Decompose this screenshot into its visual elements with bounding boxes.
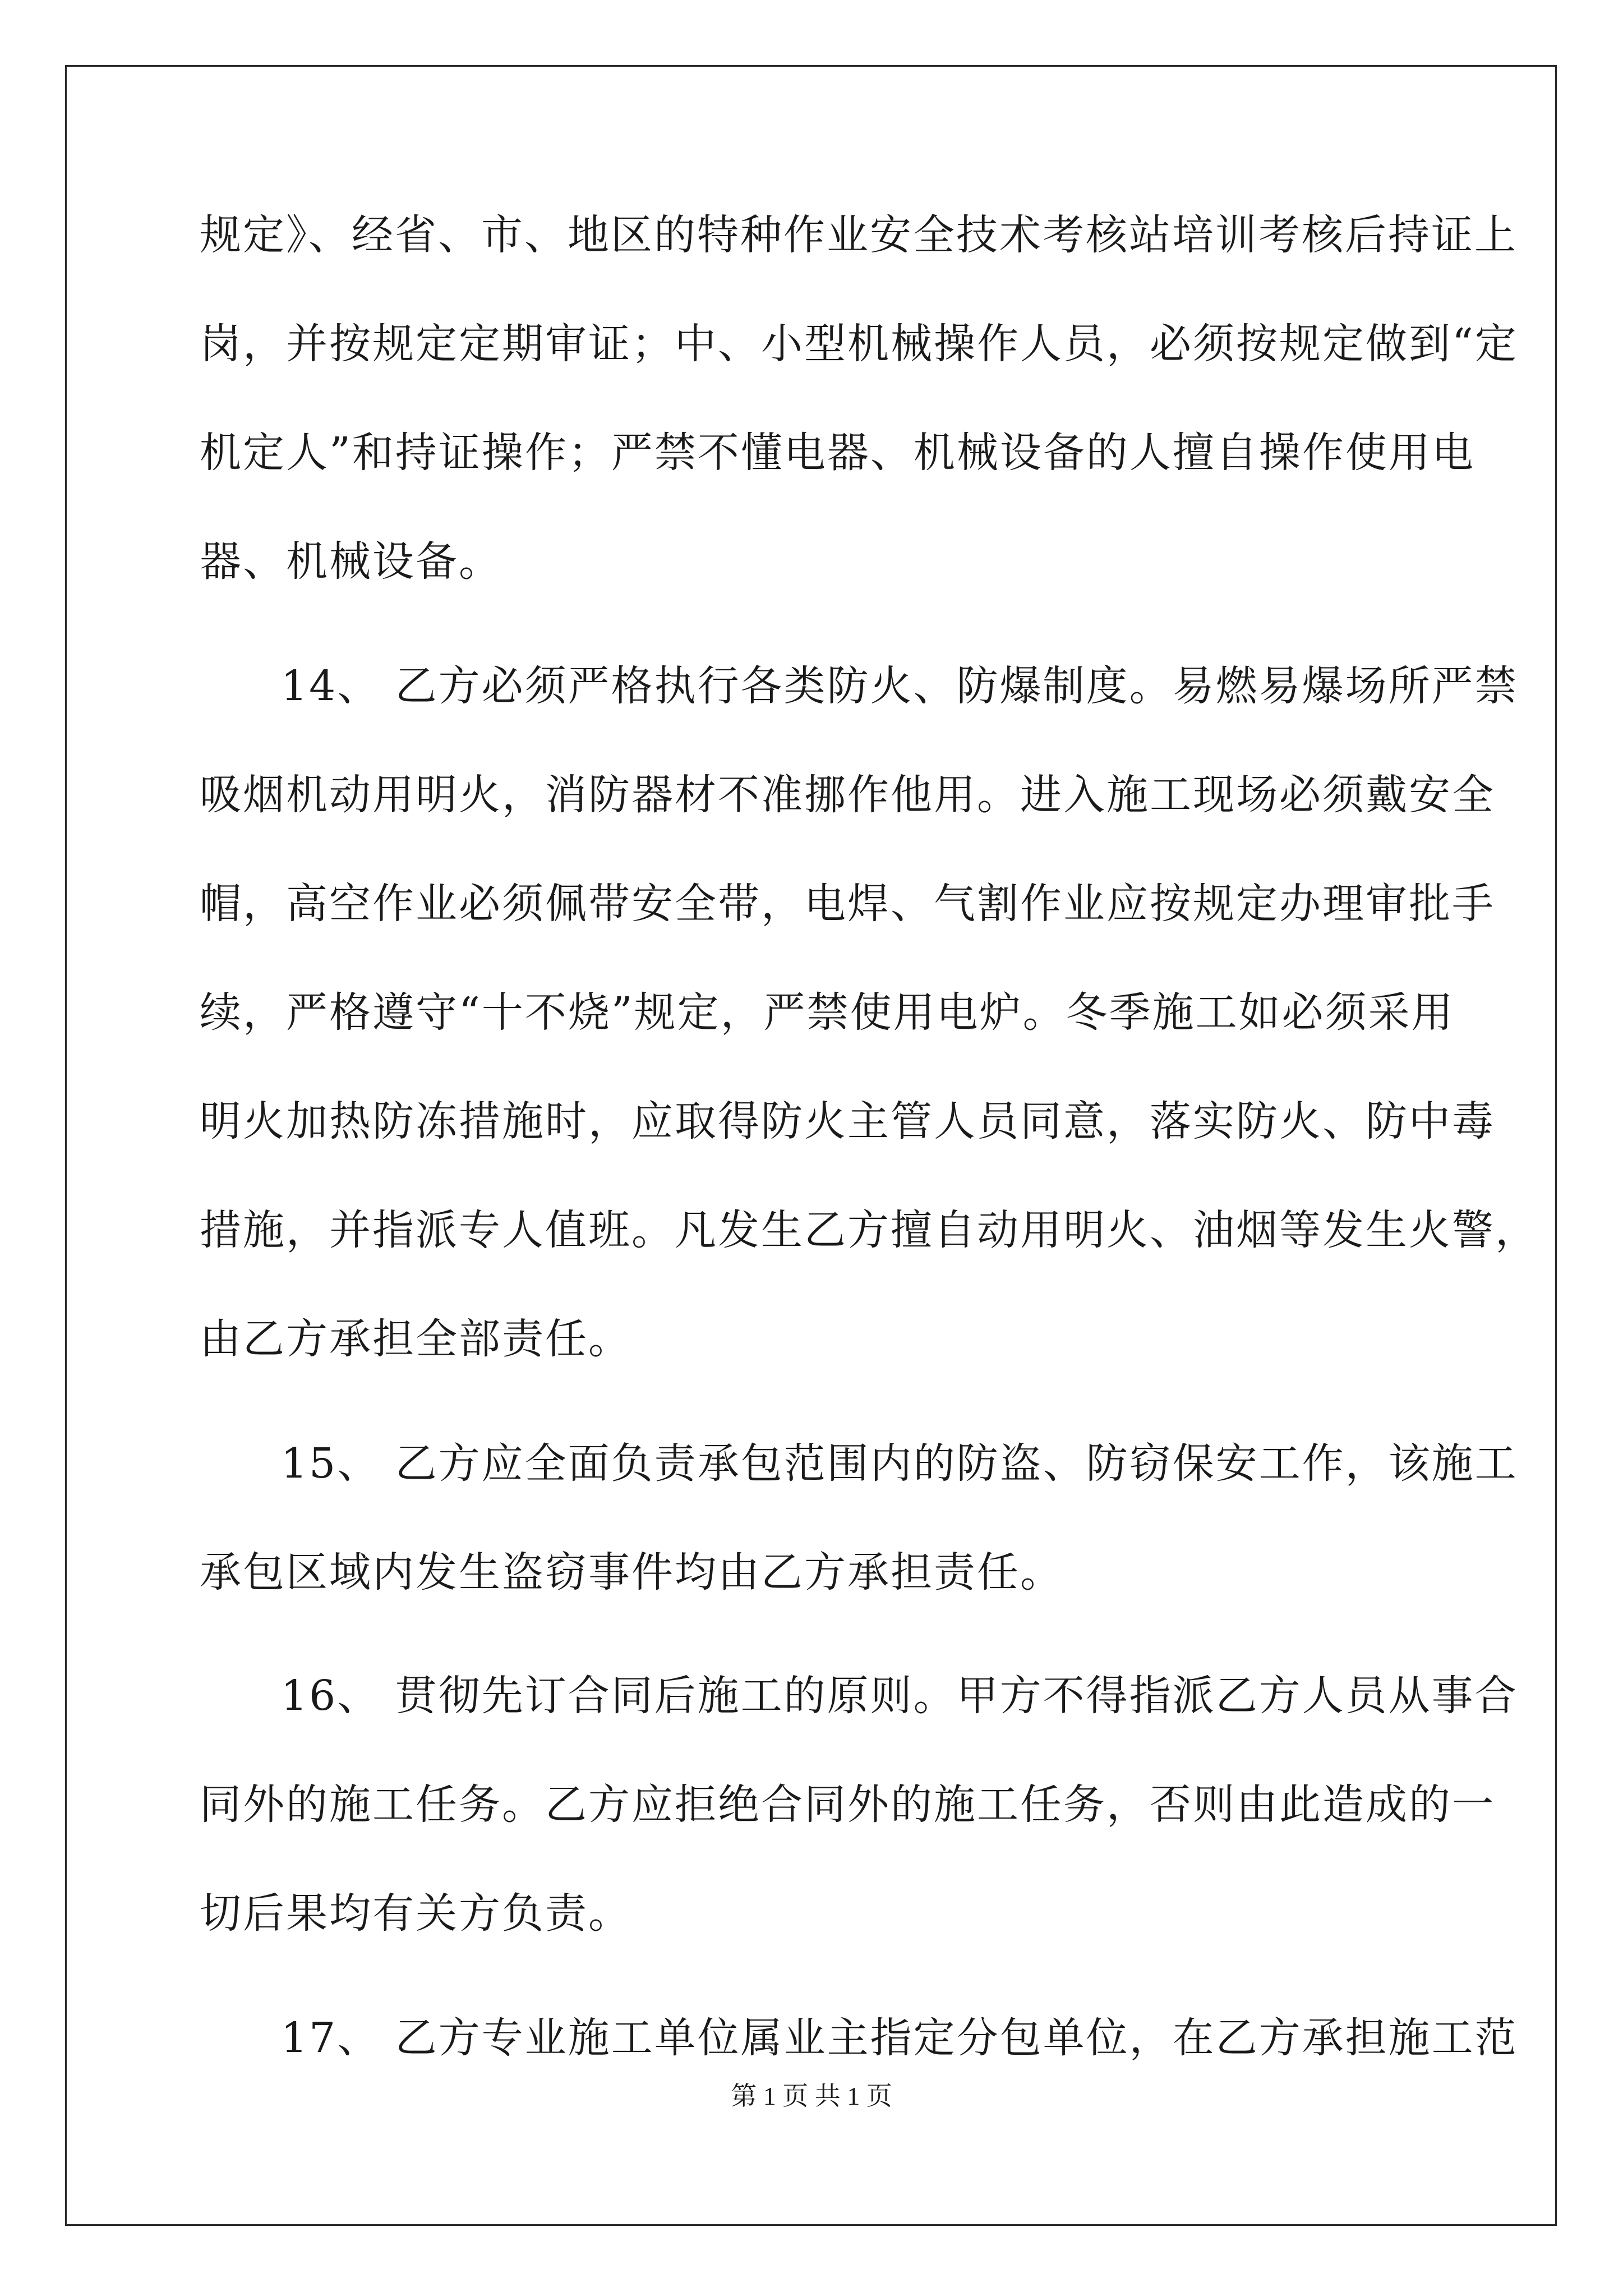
paragraph-start-line: 16、 贯彻先订合同后施工的原则。甲方不得指派乙方人员从事合 xyxy=(281,1672,1518,1720)
text-line: 规定》、经省、市、地区的特种作业安全技术考核站培训考核后持证上 xyxy=(200,211,1518,259)
text-line: 同外的施工任务。乙方应拒绝合同外的施工任务，否则由此造成的一 xyxy=(200,1780,1495,1829)
text-line: 机定人”和持证操作；严禁不懂电器、机械设备的人擅自操作使用电 xyxy=(200,429,1475,477)
text-line: 由乙方承担全部责任。 xyxy=(200,1315,631,1363)
text-line: 帽，高空作业必须佩带安全带，电焊、气割作业应按规定办理审批手 xyxy=(200,880,1495,928)
paragraph-start-line: 17、 乙方专业施工单位属业主指定分包单位，在乙方承担施工范 xyxy=(281,2014,1518,2062)
text-line: 吸烟机动用明火，消防器材不准挪作他用。进入施工现场必须戴安全 xyxy=(200,771,1495,819)
text-line: 岗，并按规定定期审证；中、小型机械操作人员，必须按规定做到“定 xyxy=(200,320,1518,368)
text-line: 切后果均有关方负责。 xyxy=(200,1889,631,1938)
text-line: 措施，并指派专人值班。凡发生乙方擅自动用明火、油烟等发生火警， xyxy=(200,1206,1538,1254)
paragraph-start-line: 15、 乙方应全面负责承包范围内的防盗、防窃保安工作，该施工 xyxy=(281,1439,1518,1488)
text-line: 明火加热防冻措施时，应取得防火主管人员同意，落实防火、防中毒 xyxy=(200,1097,1495,1145)
text-line: 续，严格遵守“十不烧”规定，严禁使用电炉。冬季施工如必须采用 xyxy=(200,988,1455,1037)
page-number-footer: 第 1 页 共 1 页 xyxy=(731,2082,892,2110)
paragraph-start-line: 14、 乙方必须严格执行各类防火、防爆制度。易燃易爆场所严禁 xyxy=(281,662,1518,710)
text-line: 器、机械设备。 xyxy=(200,537,502,586)
text-line: 承包区域内发生盗窃事件均由乙方承担责任。 xyxy=(200,1548,1063,1596)
